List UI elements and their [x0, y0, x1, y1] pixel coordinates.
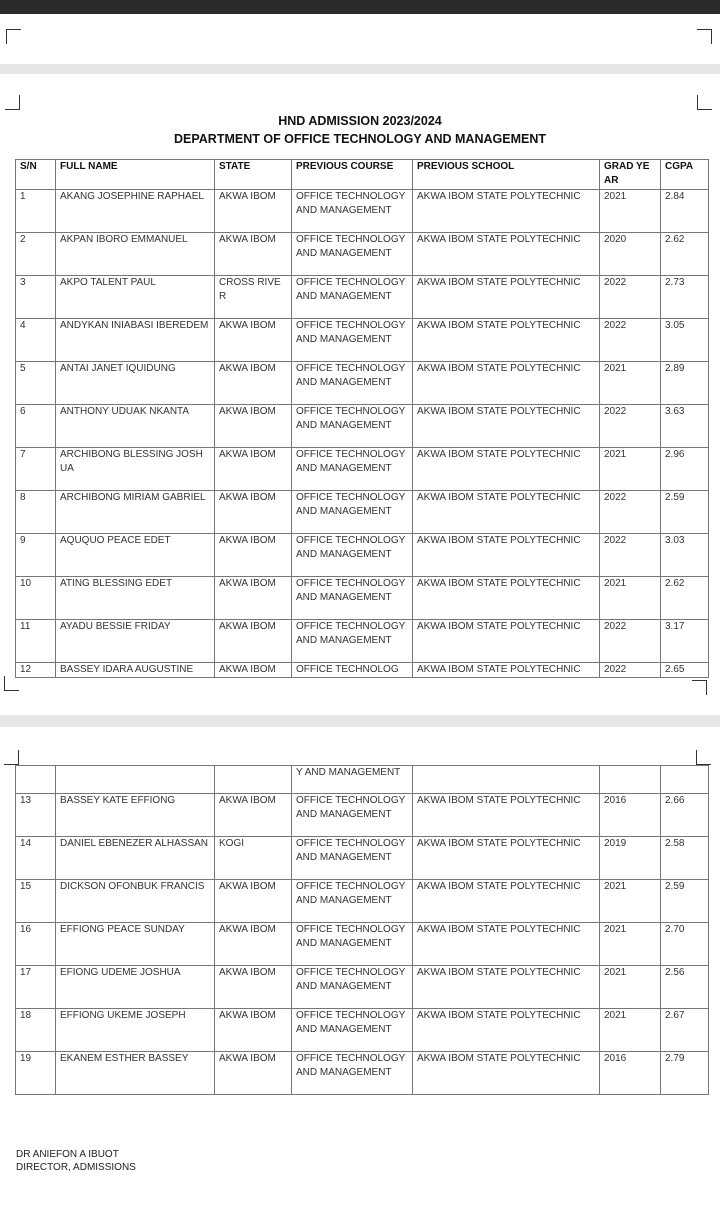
cell-cgpa: 2.62: [661, 233, 709, 276]
cell-school: AKWA IBOM STATE POLYTECHNIC: [413, 190, 600, 233]
cell-name: BASSEY IDARA AUGUSTINE: [56, 663, 215, 678]
cell-school: AKWA IBOM STATE POLYTECHNIC: [413, 663, 600, 678]
cell-year: 2021: [600, 448, 661, 491]
admission-table: [15, 159, 709, 678]
cell-state: AKWA IBOM: [215, 966, 292, 1009]
table-row: [16, 794, 709, 837]
cell-cgpa: 2.59: [661, 880, 709, 923]
cell-course: OFFICE TECHNOLOGY AND MANAGEMENT: [292, 837, 413, 880]
cell-course: OFFICE TECHNOLOGY AND MANAGEMENT: [292, 577, 413, 620]
column-header: S/N: [16, 160, 56, 190]
cell-school: AKWA IBOM STATE POLYTECHNIC: [413, 1009, 600, 1052]
cell-state: AKWA IBOM: [215, 233, 292, 276]
cell-state: KOGI: [215, 837, 292, 880]
cell-state: AKWA IBOM: [215, 880, 292, 923]
cell-school: AKWA IBOM STATE POLYTECHNIC: [413, 448, 600, 491]
cell-school: AKWA IBOM STATE POLYTECHNIC: [413, 620, 600, 663]
cell-sn: 9: [16, 534, 56, 577]
cell-sn: 19: [16, 1052, 56, 1095]
cell-course: OFFICE TECHNOLOGY AND MANAGEMENT: [292, 620, 413, 663]
cell-course: OFFICE TECHNOLOGY AND MANAGEMENT: [292, 966, 413, 1009]
cell-state: AKWA IBOM: [215, 577, 292, 620]
cell-sn: 12: [16, 663, 56, 678]
cell-sn: 5: [16, 362, 56, 405]
cell-name: ARCHIBONG MIRIAM GABRIEL: [56, 491, 215, 534]
cell-course: OFFICE TECHNOLOGY AND MANAGEMENT: [292, 319, 413, 362]
cell-sn: 14: [16, 837, 56, 880]
cell-school: AKWA IBOM STATE POLYTECHNIC: [413, 966, 600, 1009]
cell-name: ARCHIBONG BLESSING JOSHUA: [56, 448, 215, 491]
cell-year: 2021: [600, 966, 661, 1009]
crop-mark: [697, 95, 712, 110]
cell-name: EFIONG UDEME JOSHUA: [56, 966, 215, 1009]
signatory-name: DR ANIEFON A IBUOT: [16, 1149, 119, 1160]
cell-state: AKWA IBOM: [215, 448, 292, 491]
top-status-bar: [0, 0, 720, 14]
table-row: [16, 923, 709, 966]
cell-sn: 11: [16, 620, 56, 663]
cell-school: AKWA IBOM STATE POLYTECHNIC: [413, 405, 600, 448]
table-row: [16, 880, 709, 923]
crop-mark: [696, 750, 711, 765]
cell-state: CROSS RIVER: [215, 276, 292, 319]
cell-sn: 15: [16, 880, 56, 923]
cell-name: DANIEL EBENEZER ALHASSAN: [56, 837, 215, 880]
table-row: [16, 663, 709, 678]
cell-name: BASSEY KATE EFFIONG: [56, 794, 215, 837]
cell-name: AKPAN IBORO EMMANUEL: [56, 233, 215, 276]
table-header-row: [16, 160, 709, 190]
cell-course: OFFICE TECHNOLOGY AND MANAGEMENT: [292, 1009, 413, 1052]
cell-cgpa: 2.66: [661, 794, 709, 837]
crop-mark: [6, 29, 21, 44]
cell-cgpa: 2.96: [661, 448, 709, 491]
cell-course: OFFICE TECHNOLOGY AND MANAGEMENT: [292, 190, 413, 233]
table-row: [16, 276, 709, 319]
cell-school: AKWA IBOM STATE POLYTECHNIC: [413, 276, 600, 319]
cell-year: 2022: [600, 276, 661, 319]
cell-year: 2022: [600, 663, 661, 678]
cell-cgpa: 3.05: [661, 319, 709, 362]
cell-course: OFFICE TECHNOLOGY AND MANAGEMENT: [292, 534, 413, 577]
cell-year: 2021: [600, 190, 661, 233]
cell-sn: 16: [16, 923, 56, 966]
table-row: [16, 448, 709, 491]
cell-state: AKWA IBOM: [215, 923, 292, 966]
cell-course: OFFICE TECHNOLOG: [292, 663, 413, 678]
cell-course: OFFICE TECHNOLOGY AND MANAGEMENT: [292, 448, 413, 491]
crop-mark: [5, 95, 20, 110]
cell-name: AYADU BESSIE FRIDAY: [56, 620, 215, 663]
table-row: [16, 190, 709, 233]
cell-state: AKWA IBOM: [215, 362, 292, 405]
document-title: HND ADMISSION 2023/2024: [278, 114, 442, 128]
cell-sn: 17: [16, 966, 56, 1009]
cell-state: AKWA IBOM: [215, 491, 292, 534]
cell-school: AKWA IBOM STATE POLYTECHNIC: [413, 577, 600, 620]
cell-cgpa: 2.70: [661, 923, 709, 966]
table-row: [16, 1009, 709, 1052]
cell-year: 2021: [600, 880, 661, 923]
table-row: [16, 766, 709, 794]
table-row: [16, 362, 709, 405]
cell-state: AKWA IBOM: [215, 794, 292, 837]
cell-sn: 3: [16, 276, 56, 319]
cell-sn: 6: [16, 405, 56, 448]
cell-school: AKWA IBOM STATE POLYTECHNIC: [413, 362, 600, 405]
table-row: [16, 491, 709, 534]
cell-school: AKWA IBOM STATE POLYTECHNIC: [413, 534, 600, 577]
cell-sn: 10: [16, 577, 56, 620]
cell-sn: 18: [16, 1009, 56, 1052]
cell-state: AKWA IBOM: [215, 534, 292, 577]
cell-cgpa: 2.62: [661, 577, 709, 620]
cell-year: 2021: [600, 1009, 661, 1052]
page-gap: [0, 64, 720, 74]
cell-cgpa: 2.59: [661, 491, 709, 534]
table-row: [16, 577, 709, 620]
cell-course: OFFICE TECHNOLOGY AND MANAGEMENT: [292, 880, 413, 923]
cell-name: AQUQUO PEACE EDET: [56, 534, 215, 577]
cell-sn: 8: [16, 491, 56, 534]
cell-cgpa: 2.65: [661, 663, 709, 678]
cell-school: AKWA IBOM STATE POLYTECHNIC: [413, 923, 600, 966]
cell-year: 2016: [600, 794, 661, 837]
crop-mark: [4, 676, 19, 691]
cell-name: ANTHONY UDUAK NKANTA: [56, 405, 215, 448]
cell-cgpa: 2.67: [661, 1009, 709, 1052]
column-header: PREVIOUS SCHOOL: [413, 160, 600, 190]
cell-sn: 13: [16, 794, 56, 837]
cell-year: 2021: [600, 362, 661, 405]
cell-name: ATING BLESSING EDET: [56, 577, 215, 620]
cell-year: 2022: [600, 620, 661, 663]
table-row: [16, 319, 709, 362]
cell-year: 2022: [600, 319, 661, 362]
cell-name: AKPO TALENT PAUL: [56, 276, 215, 319]
department-title: DEPARTMENT OF OFFICE TECHNOLOGY AND MANAGEMENT: [174, 132, 546, 146]
cell-year: 2022: [600, 405, 661, 448]
cell-sn: 4: [16, 319, 56, 362]
cell-course: OFFICE TECHNOLOGY AND MANAGEMENT: [292, 362, 413, 405]
table-row: [16, 620, 709, 663]
table-row: [16, 233, 709, 276]
cell-course: OFFICE TECHNOLOGY AND MANAGEMENT: [292, 491, 413, 534]
cell-course: Y AND MANAGEMENT: [292, 766, 413, 794]
table-row: [16, 534, 709, 577]
cell-course: OFFICE TECHNOLOGY AND MANAGEMENT: [292, 276, 413, 319]
cell-year: 2022: [600, 534, 661, 577]
signatory-role: DIRECTOR, ADMISSIONS: [16, 1162, 136, 1173]
cell-year: 2021: [600, 577, 661, 620]
cell-year: 2020: [600, 233, 661, 276]
cell-course: OFFICE TECHNOLOGY AND MANAGEMENT: [292, 405, 413, 448]
table-row: [16, 837, 709, 880]
cell-state: AKWA IBOM: [215, 1009, 292, 1052]
table-row: [16, 1052, 709, 1095]
cell-name: ANTAI JANET IQUIDUNG: [56, 362, 215, 405]
column-header: PREVIOUS COURSE: [292, 160, 413, 190]
cell-state: AKWA IBOM: [215, 190, 292, 233]
cell-cgpa: 2.89: [661, 362, 709, 405]
cell-course: OFFICE TECHNOLOGY AND MANAGEMENT: [292, 794, 413, 837]
cell-state: AKWA IBOM: [215, 405, 292, 448]
crop-mark: [697, 29, 712, 44]
cell-cgpa: 2.73: [661, 276, 709, 319]
cell-school: AKWA IBOM STATE POLYTECHNIC: [413, 880, 600, 923]
table-row: [16, 966, 709, 1009]
cell-course: OFFICE TECHNOLOGY AND MANAGEMENT: [292, 923, 413, 966]
cell-year: 2021: [600, 923, 661, 966]
cell-school: AKWA IBOM STATE POLYTECHNIC: [413, 837, 600, 880]
cell-course: OFFICE TECHNOLOGY AND MANAGEMENT: [292, 1052, 413, 1095]
crop-mark: [692, 680, 707, 695]
cell-year: 2022: [600, 491, 661, 534]
cell-name: AKANG JOSEPHINE RAPHAEL: [56, 190, 215, 233]
cell-year: 2019: [600, 837, 661, 880]
cell-school: AKWA IBOM STATE POLYTECHNIC: [413, 1052, 600, 1095]
column-header: CGPA: [661, 160, 709, 190]
cell-school: AKWA IBOM STATE POLYTECHNIC: [413, 794, 600, 837]
cell-name: DICKSON OFONBUK FRANCIS: [56, 880, 215, 923]
cell-cgpa: 2.56: [661, 966, 709, 1009]
column-header: FULL NAME: [56, 160, 215, 190]
cell-state: AKWA IBOM: [215, 1052, 292, 1095]
cell-year: 2016: [600, 1052, 661, 1095]
cell-state: AKWA IBOM: [215, 620, 292, 663]
cell-cgpa: 3.17: [661, 620, 709, 663]
page-gap: [0, 715, 720, 727]
cell-sn: 2: [16, 233, 56, 276]
cell-cgpa: 2.79: [661, 1052, 709, 1095]
cell-state: AKWA IBOM: [215, 319, 292, 362]
table-row: [16, 405, 709, 448]
cell-cgpa: 3.63: [661, 405, 709, 448]
column-header: STATE: [215, 160, 292, 190]
cell-cgpa: 3.03: [661, 534, 709, 577]
admission-table-continued: [15, 765, 709, 1095]
cell-name: EKANEM ESTHER BASSEY: [56, 1052, 215, 1095]
cell-name: EFFIONG PEACE SUNDAY: [56, 923, 215, 966]
cell-school: AKWA IBOM STATE POLYTECHNIC: [413, 233, 600, 276]
cell-state: AKWA IBOM: [215, 663, 292, 678]
cell-course: OFFICE TECHNOLOGY AND MANAGEMENT: [292, 233, 413, 276]
cell-cgpa: 2.58: [661, 837, 709, 880]
cell-name: EFFIONG UKEME JOSEPH: [56, 1009, 215, 1052]
crop-mark: [4, 750, 19, 765]
cell-name: ANDYKAN INIABASI IBEREDEM: [56, 319, 215, 362]
cell-cgpa: 2.84: [661, 190, 709, 233]
cell-school: AKWA IBOM STATE POLYTECHNIC: [413, 491, 600, 534]
column-header: GRAD YEAR: [600, 160, 661, 190]
cell-school: AKWA IBOM STATE POLYTECHNIC: [413, 319, 600, 362]
cell-sn: 7: [16, 448, 56, 491]
cell-sn: 1: [16, 190, 56, 233]
